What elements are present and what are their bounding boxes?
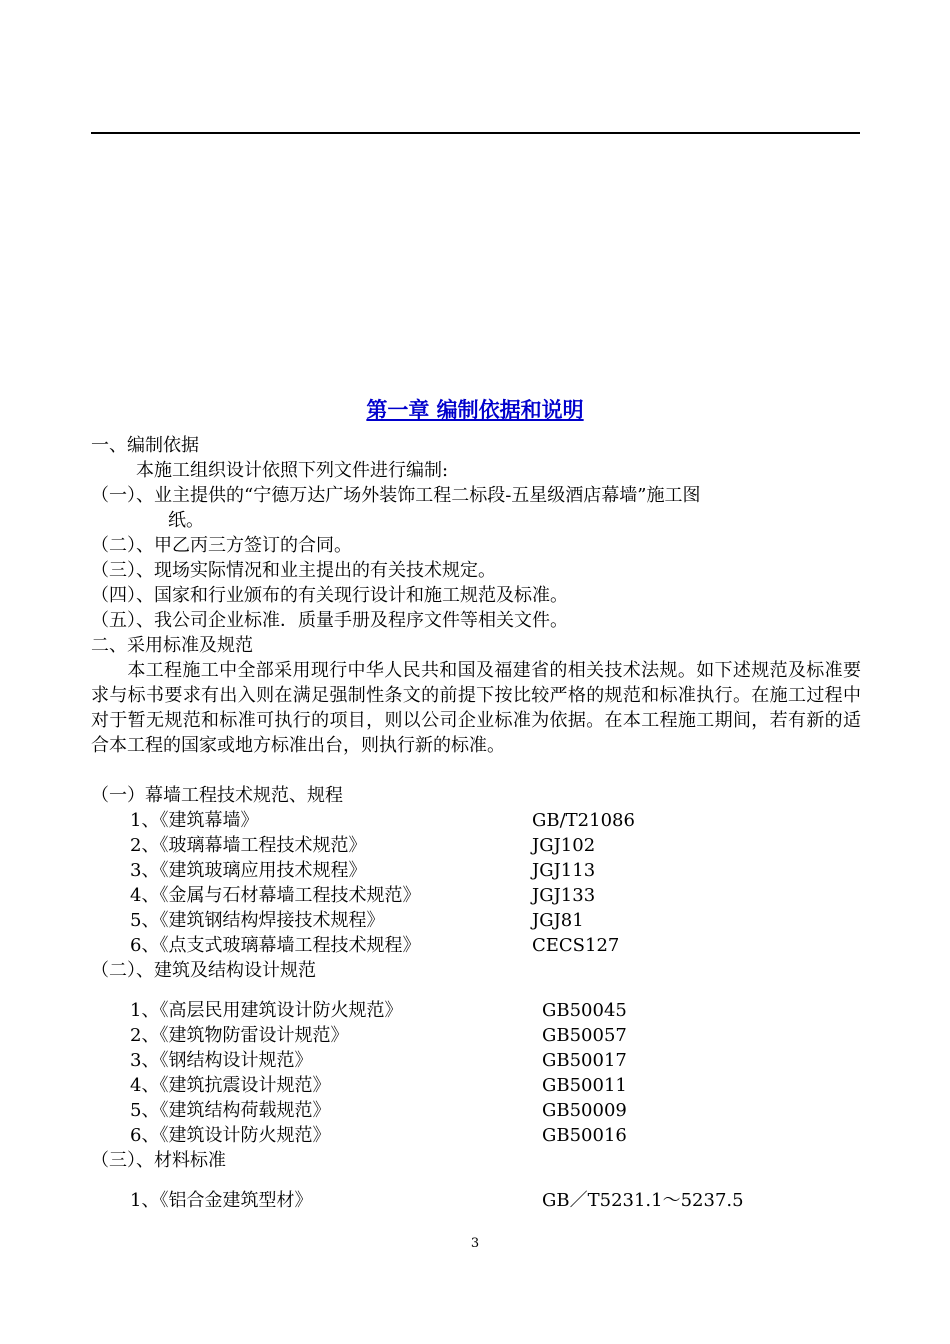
standard-name: 2、《建筑物防雷设计规范》 [130, 1025, 349, 1046]
standard-name: 4、《建筑抗震设计规范》 [130, 1075, 331, 1096]
header-rule [91, 132, 860, 134]
standard-code: GB50009 [542, 1100, 627, 1121]
standard-name: 5、《建筑结构荷载规范》 [130, 1100, 331, 1121]
standard-code: JGJ113 [532, 860, 596, 881]
standard-code: JGJ133 [532, 885, 596, 906]
standard-name: 1、《建筑幕墙》 [130, 810, 259, 831]
standard-code: GB50016 [542, 1125, 627, 1146]
basis-item-4: （四）、国家和行业颁布的有关现行设计和施工规范及标准。 [91, 585, 568, 606]
standard-name: 3、《钢结构设计规范》 [130, 1050, 313, 1071]
standard-code: CECS127 [532, 935, 620, 956]
basis-item-3: （三）、现场实际情况和业主提出的有关技术规定。 [91, 560, 496, 581]
standards-paragraph: 本工程施工中全部采用现行中华人民共和国及福建省的相关技术法规。如下述规范及标准要求与标书要求有出入则在满足强制性条文的前提下按比较严格的规范和标准执行。在施工过程中对于暂无规范和标准可执行的项目，则以公司企业标准为依据。在本工程施工期间，若有新的适合本工程的国家或地方标准出台，则执行新的标准。 [91, 660, 861, 756]
standard-name: 6、《建筑设计防火规范》 [130, 1125, 331, 1146]
basis-item-1: （一）、业主提供的“宁德万达广场外装饰工程二标段-五星级酒店幕墙”施工图 [91, 485, 701, 506]
standard-code: GB50011 [542, 1075, 627, 1096]
standard-code: GB/T21086 [532, 810, 635, 831]
section-heading-standards: 二、采用标准及规范 [91, 635, 253, 656]
standard-code: GB50017 [542, 1050, 627, 1071]
basis-intro: 本施工组织设计依照下列文件进行编制: [136, 460, 449, 481]
standard-code: GB50057 [542, 1025, 627, 1046]
standard-name: 4、《金属与石材幕墙工程技术规范》 [130, 885, 421, 906]
page-number: 3 [470, 1236, 480, 1251]
standard-name: 3、《建筑玻璃应用技术规程》 [130, 860, 367, 881]
standard-code: GB／T5231.1～5237.5 [542, 1190, 744, 1211]
group-heading-curtain-wall: （一）幕墙工程技术规范、规程 [91, 785, 343, 806]
section-heading-basis: 一、编制依据 [91, 435, 199, 456]
standard-name: 5、《建筑钢结构焊接技术规程》 [130, 910, 385, 931]
group-heading-materials: （三）、材料标准 [91, 1150, 226, 1171]
standard-name: 6、《点支式玻璃幕墙工程技术规程》 [130, 935, 421, 956]
chapter-title: 第一章 编制依据和说明 [366, 398, 584, 422]
standard-code: JGJ102 [532, 835, 596, 856]
standard-code: JGJ81 [532, 910, 584, 931]
standard-name: 1、《高层民用建筑设计防火规范》 [130, 1000, 403, 1021]
basis-item-1-cont: 纸。 [168, 510, 204, 531]
standard-code: GB50045 [542, 1000, 627, 1021]
standard-name: 2、《玻璃幕墙工程技术规范》 [130, 835, 367, 856]
standard-name: 1、《铝合金建筑型材》 [130, 1190, 313, 1211]
basis-item-2: （二）、甲乙丙三方签订的合同。 [91, 535, 352, 556]
basis-item-5: （五）、我公司企业标准．质量手册及程序文件等相关文件。 [91, 610, 568, 631]
group-heading-building-design: （二）、建筑及结构设计规范 [91, 960, 316, 981]
